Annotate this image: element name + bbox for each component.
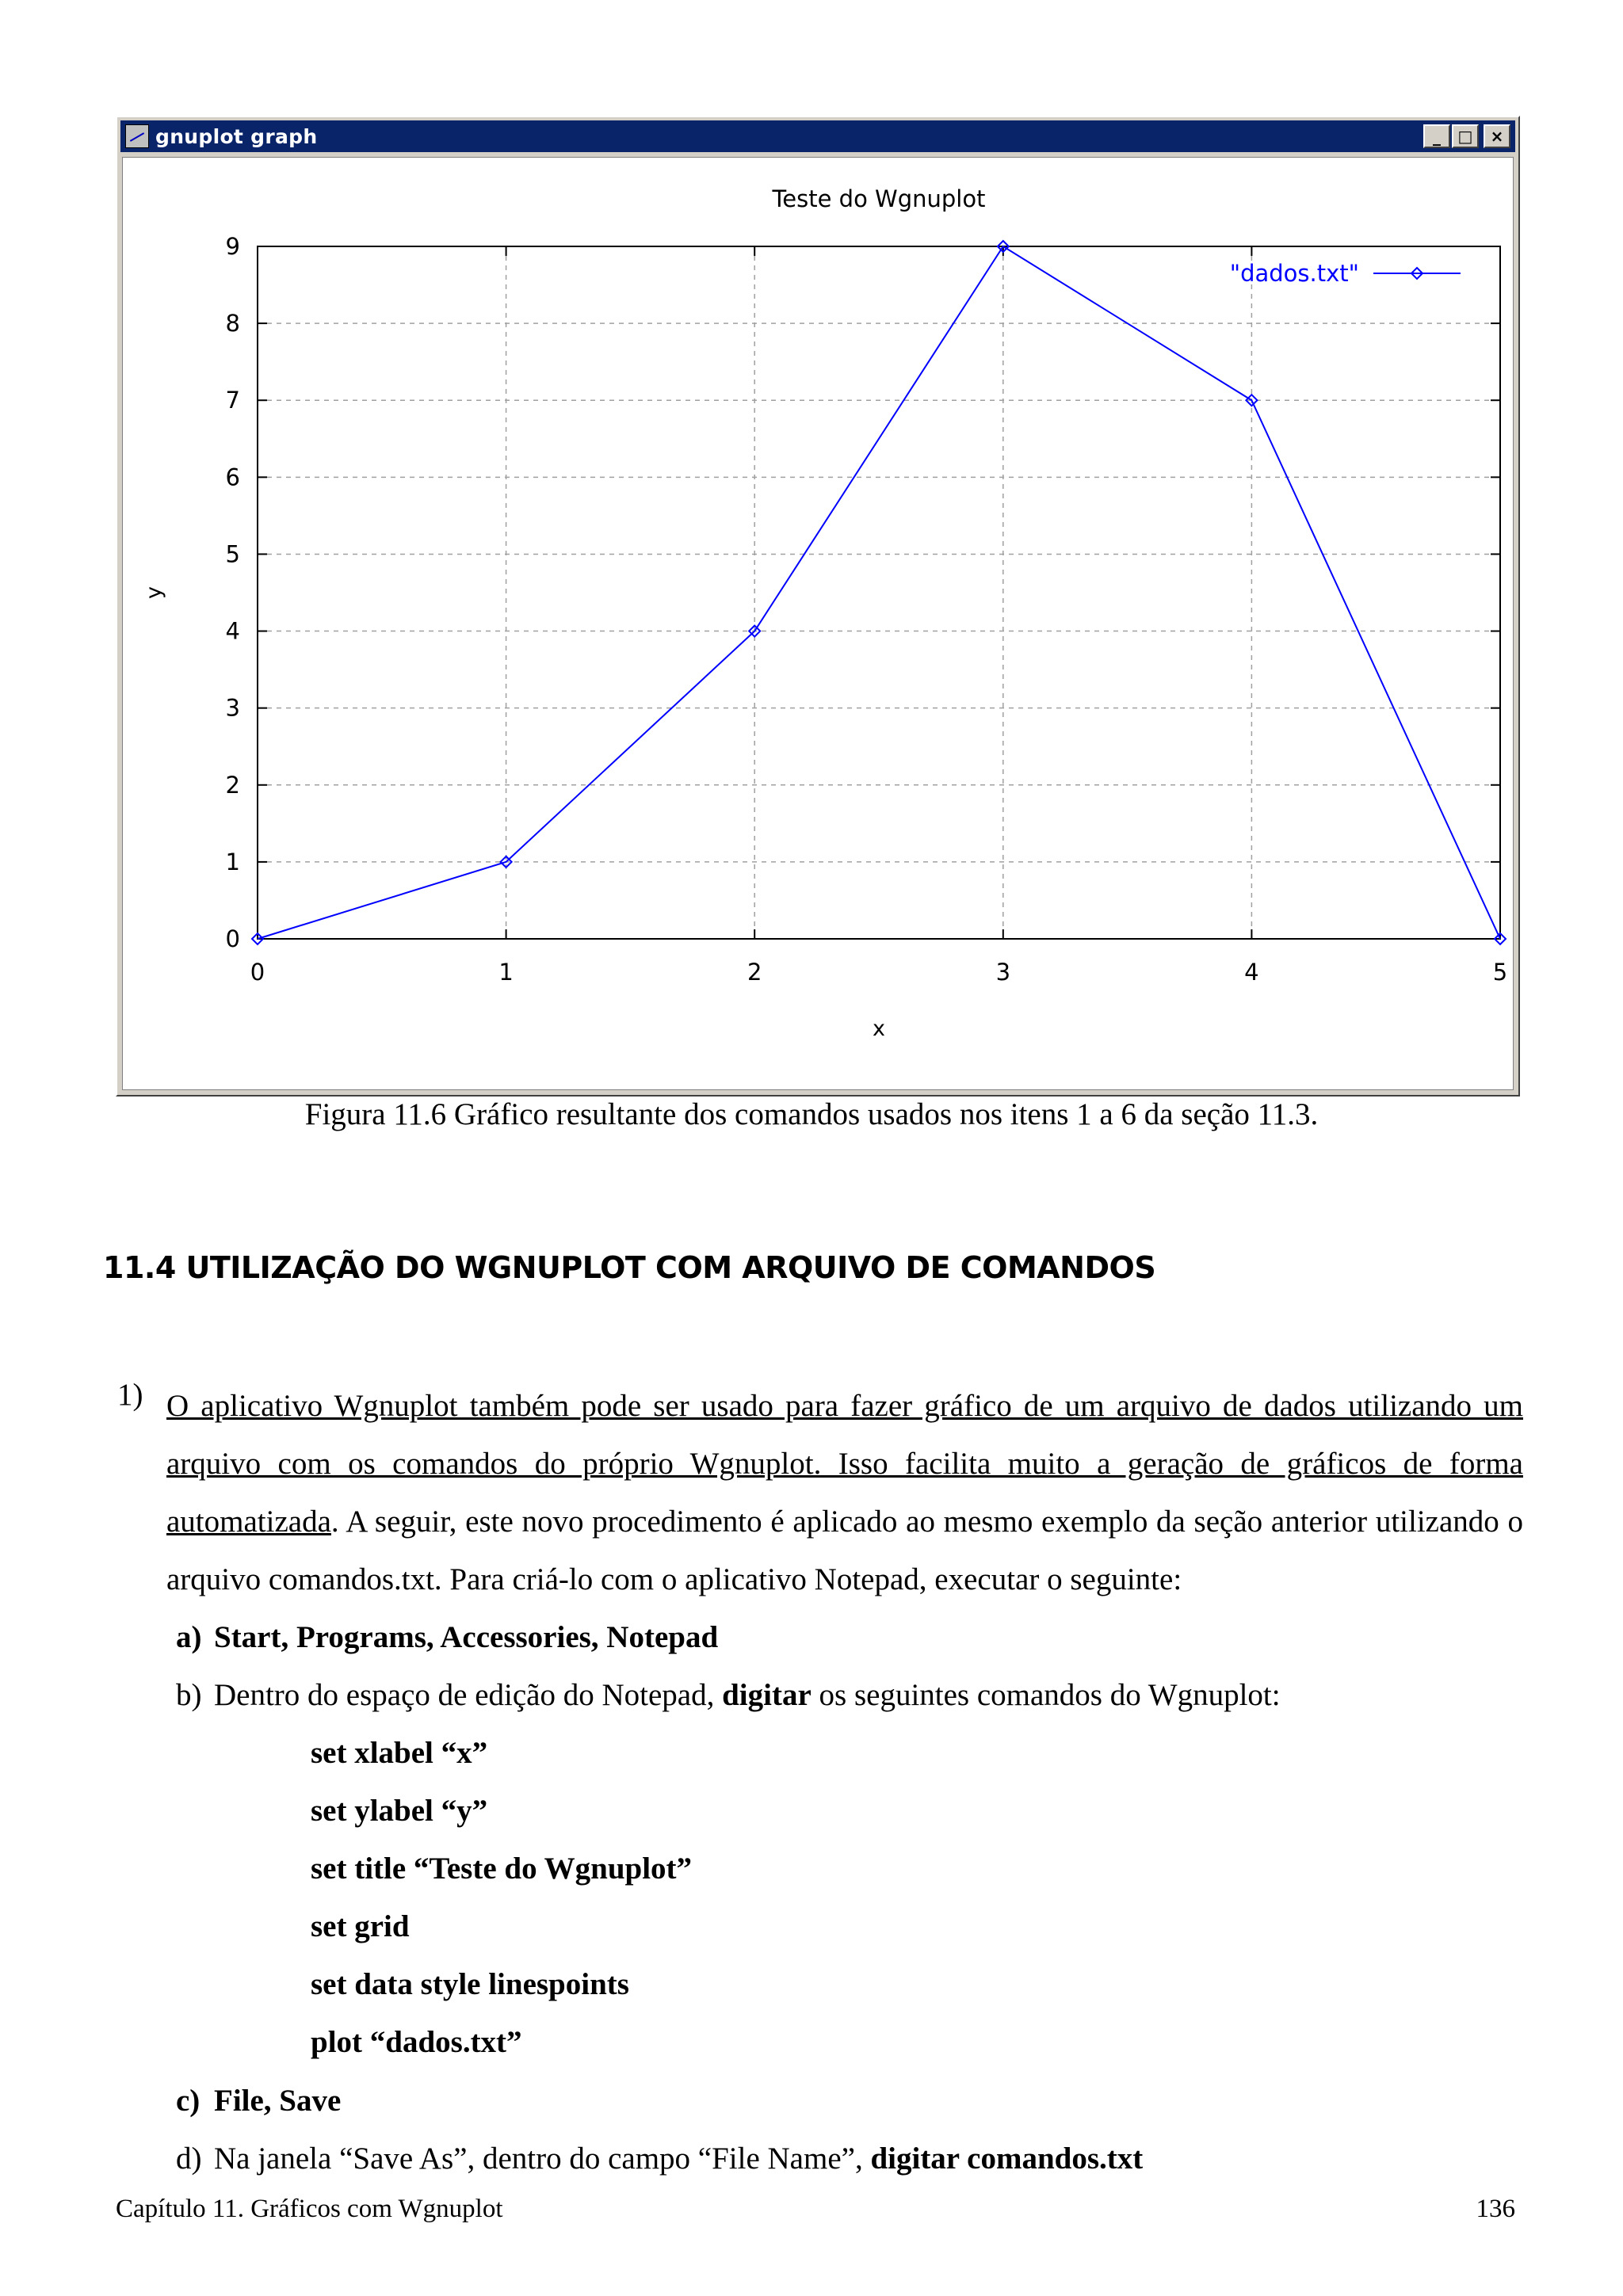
command-line: set xlabel “x”	[311, 1736, 488, 1770]
substep-b-text-end: os seguintes comandos do Wgnuplot:	[811, 1678, 1281, 1712]
substep-c-text: File, Save	[214, 2084, 342, 2118]
y-tick-label: 5	[225, 540, 240, 568]
x-tick-label: 2	[747, 959, 762, 986]
figure-caption: Figura 11.6 Gráfico resultante dos comandos usados nos itens 1 a 6 da seção 11.3.	[304, 1097, 1319, 1131]
y-tick-label: 3	[225, 694, 240, 722]
section-heading: 11.4 UTILIZAÇÃO DO WGNUPLOT COM ARQUIVO DE COMANDOS	[103, 1250, 1156, 1285]
substep-d-label: d)	[176, 2142, 202, 2176]
x-axis-label: x	[873, 1016, 885, 1041]
gnuplot-window	[116, 116, 1520, 1097]
maximize-button[interactable]: □	[1452, 124, 1479, 148]
footer-page-number: 136	[1476, 2195, 1515, 2223]
substep-d-bold: digitar comandos.txt	[870, 2142, 1144, 2176]
plot-area	[122, 157, 1514, 1090]
x-tick-label: 4	[1244, 959, 1259, 986]
step-1-paragraph	[166, 1377, 1523, 1608]
plot-border	[258, 246, 1500, 939]
substep-c-label: c)	[176, 2084, 200, 2118]
y-tick-label: 9	[225, 233, 240, 260]
y-axis-label: y	[142, 586, 166, 599]
y-tick-label: 1	[225, 848, 240, 875]
command-line: plot “dados.txt”	[311, 2025, 522, 2059]
step-1-text: . A seguir, este novo procedimento é aplicado ao mesmo exemplo da seção anterior utilizando o arquivo comandos.txt. Para criá-lo com o aplicativo Notepad, executar o seguinte:	[166, 1505, 1523, 1596]
y-tick-label: 2	[225, 771, 240, 799]
command-line: set title “Teste do Wgnuplot”	[311, 1852, 693, 1886]
substep-b-label: b)	[176, 1678, 202, 1712]
step-number: 1)	[117, 1378, 143, 1412]
window-titlebar[interactable]	[120, 120, 1515, 152]
substep-b	[176, 1666, 1281, 1724]
line-chart	[123, 158, 1513, 1089]
gnuplot-app-icon[interactable]	[125, 124, 149, 148]
substep-a-text: Start, Programs, Accessories, Notepad	[214, 1620, 719, 1654]
substep-a-label: a)	[176, 1620, 202, 1654]
substep-b-text: Dentro do espaço de edição do Notepad,	[214, 1678, 723, 1712]
y-tick-label: 0	[225, 925, 240, 952]
close-button[interactable]: ×	[1484, 124, 1510, 148]
step-1-underlined-text: O aplicativo Wgnuplot também pode ser usado para fazer gráfico de um arquivo de dados utilizando um arquivo com os comandos do próprio Wgnuplot. Isso facilita muito a geração de gráficos de forma automatizada	[166, 1389, 1523, 1539]
y-tick-label: 8	[225, 310, 240, 338]
series-line	[258, 246, 1500, 939]
substep-b-bold: digitar	[722, 1678, 812, 1712]
minimize-button[interactable]: _	[1423, 124, 1450, 148]
substep-a	[176, 1608, 718, 1666]
window-controls	[1423, 124, 1510, 148]
substep-d	[176, 2130, 1143, 2187]
chart-title: Teste do Wgnuplot	[772, 185, 986, 212]
x-tick-label: 3	[995, 959, 1011, 986]
legend-label: "dados.txt"	[1229, 260, 1359, 287]
x-tick-label: 1	[498, 959, 514, 986]
command-line: set ylabel “y”	[311, 1794, 488, 1828]
command-line: set grid	[311, 1909, 410, 1943]
y-tick-label: 6	[225, 463, 240, 491]
y-tick-label: 7	[225, 387, 240, 414]
x-tick-label: 5	[1492, 959, 1508, 986]
window-title: gnuplot graph	[155, 124, 318, 148]
y-tick-label: 4	[225, 617, 240, 645]
substep-d-text: Na janela “Save As”, dentro do campo “File Name”,	[214, 2142, 871, 2176]
command-line: set data style linespoints	[311, 1967, 629, 2001]
substep-c	[176, 2072, 341, 2130]
x-tick-label: 0	[250, 959, 265, 986]
footer-chapter: Capítulo 11. Gráficos com Wgnuplot	[116, 2195, 503, 2223]
